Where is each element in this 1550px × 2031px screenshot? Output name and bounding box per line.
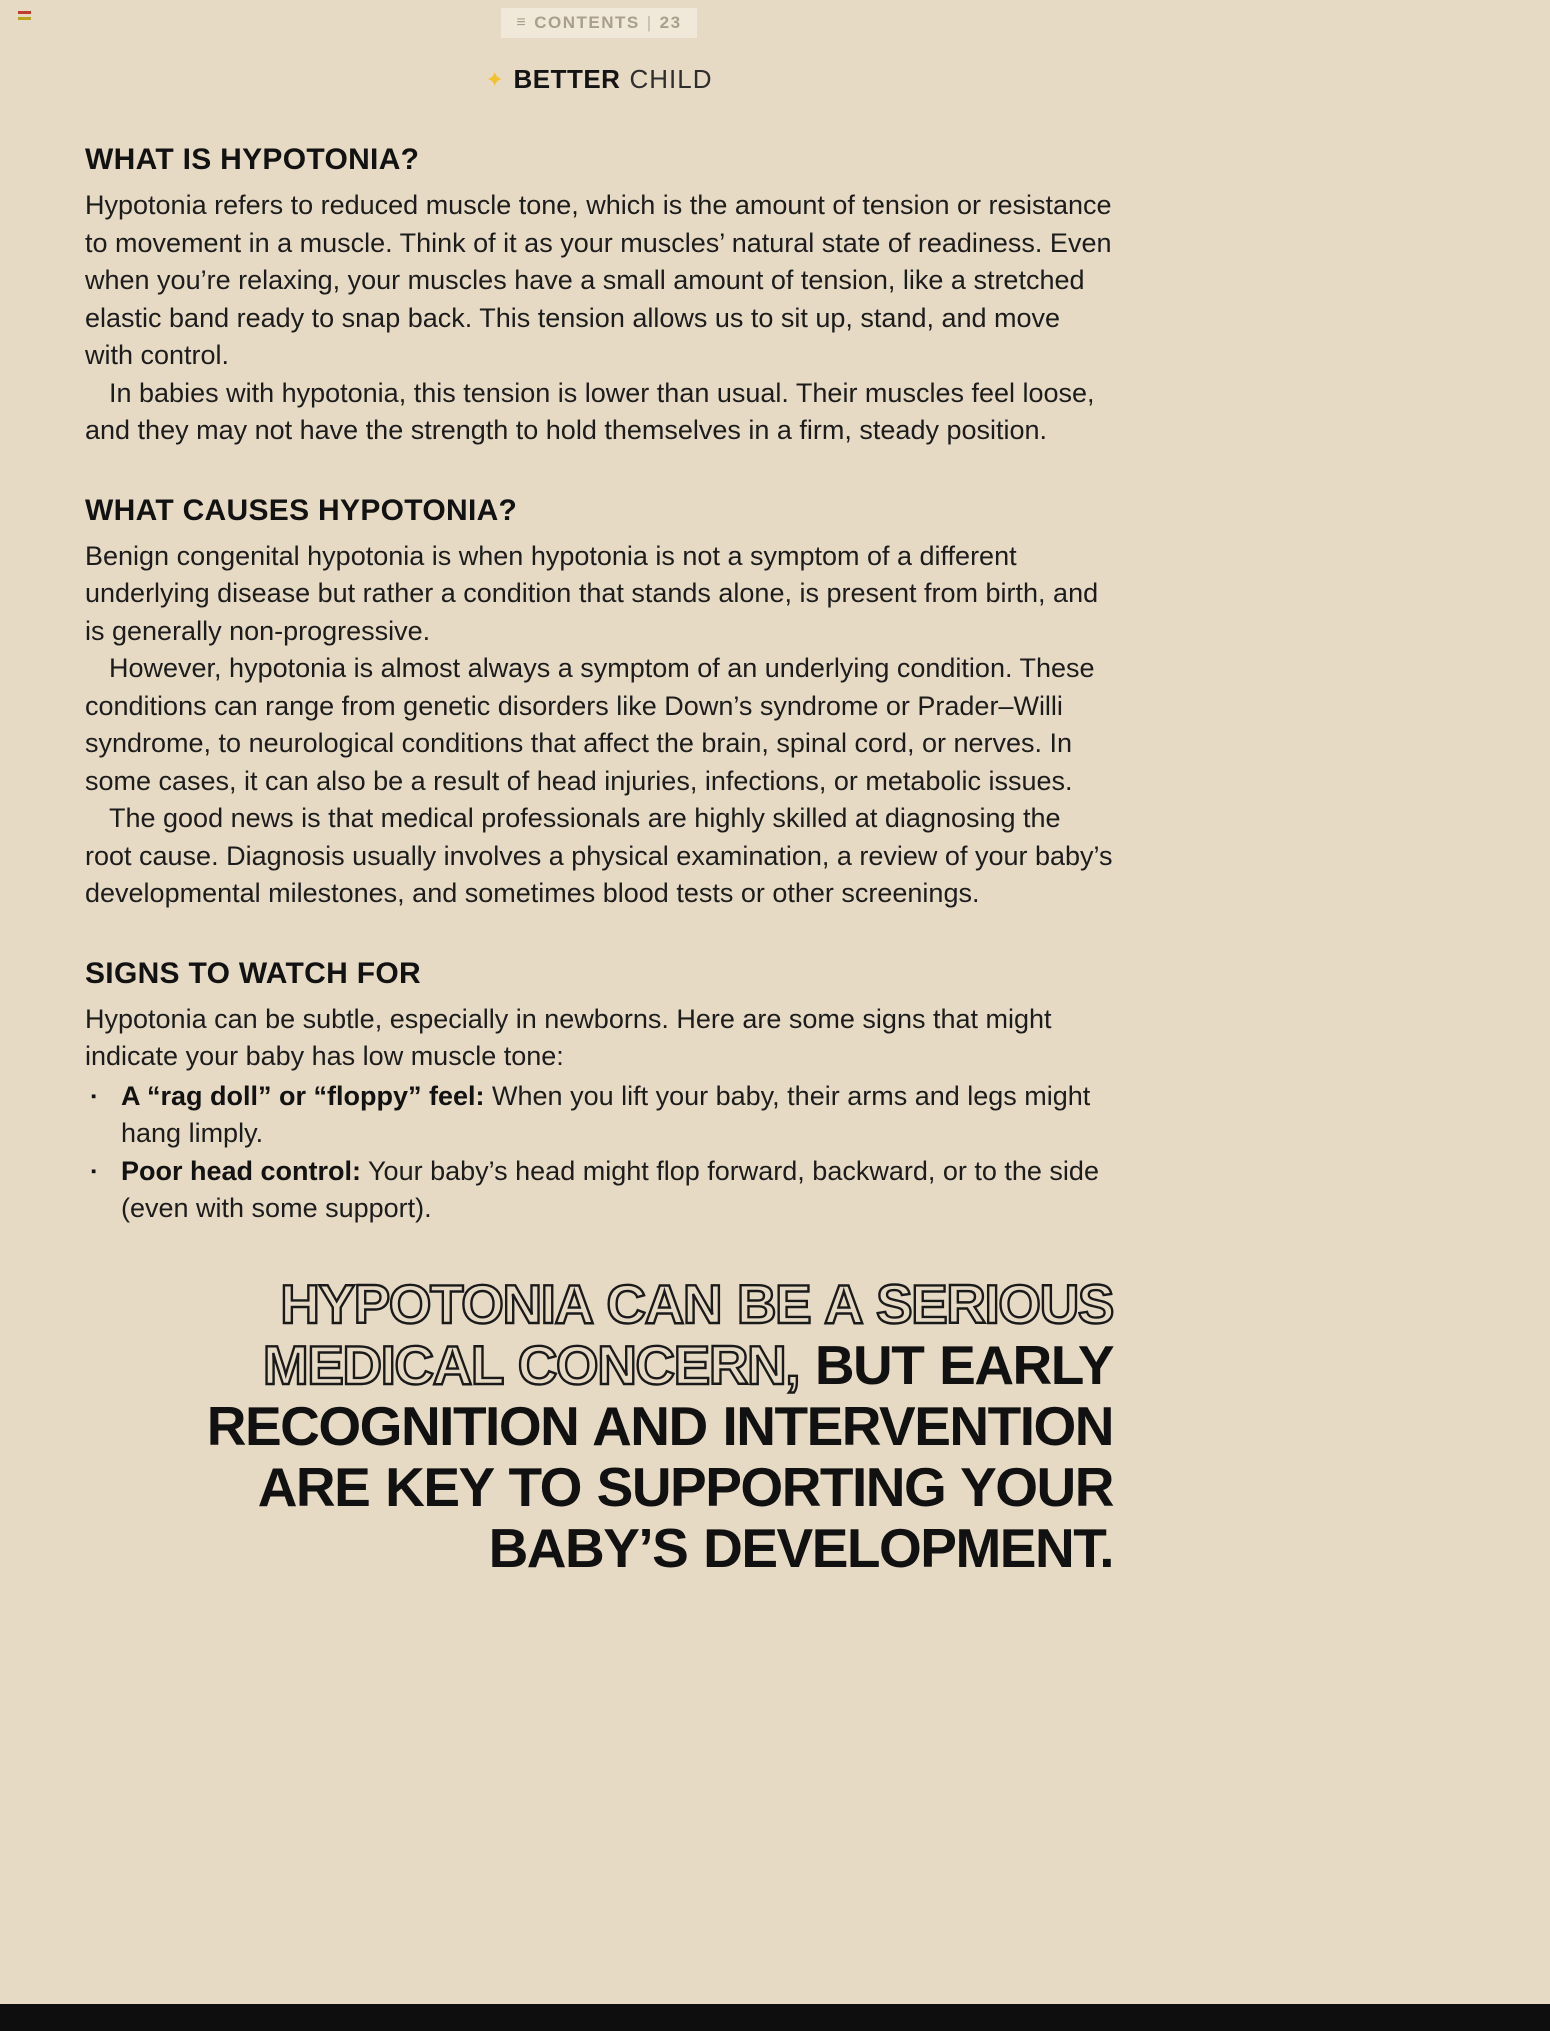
- corner-flag-stripe-red: [18, 11, 31, 14]
- contents-label: CONTENTS: [534, 13, 640, 32]
- paragraph: Benign congenital hypotonia is when hypotonia is not a symptom of a different underlying disease but rather a condition that stands alone, is present from birth, and is generally non-progressive.: [85, 540, 1099, 646]
- page-content: [85, 0, 1113, 1579]
- hamburger-icon: ≡: [516, 14, 528, 31]
- section-heading-what-is-hypotonia: WHAT IS HYPOTONIA?: [85, 143, 420, 176]
- display-quote: [85, 1274, 1113, 1579]
- contents-divider: |: [646, 13, 653, 32]
- section-heading-signs-to-watch-for: SIGNS TO WATCH FOR: [85, 956, 421, 990]
- list-item: [85, 1078, 1113, 1153]
- signs-bullet-list: [85, 1078, 1113, 1228]
- brand-name-light: CHILD: [629, 64, 713, 94]
- paragraph: However, hypotonia is almost always a symptom of an underlying condition. These conditions can range from genetic disorders like Down’s syndrome or Prader–Willi syndrome, to neurological conditions that affect the brain, spinal cord, or nerves. In some cases, it can also be a result of head injuries, infections, or metabolic issues.: [85, 653, 1095, 796]
- corner-flag-icon[interactable]: [18, 11, 31, 20]
- brand-logo: [85, 64, 1113, 95]
- list-item-label: Poor head control:: [121, 1155, 362, 1186]
- list-item-text: [121, 1078, 1113, 1153]
- list-item-text: [121, 1153, 1113, 1228]
- bullet-icon: ▪: [91, 1087, 97, 1105]
- section-heading-what-causes-hypotonia: WHAT CAUSES HYPOTONIA?: [85, 493, 518, 527]
- paragraph: In babies with hypotonia, this tension is lower than usual. Their muscles feel loose, and they may not have the strength to hold themselves in a firm, steady position.: [85, 377, 1095, 445]
- list-item-label: A “rag doll” or “floppy” feel:: [121, 1080, 485, 1111]
- contents-button[interactable]: [501, 8, 697, 38]
- list-item-body: Your baby’s head might flop forward, backward, or to the side (even with some support).: [121, 1155, 1099, 1223]
- list-item: [85, 1153, 1113, 1228]
- star-icon: ✦: [485, 66, 505, 92]
- list-item-body: When you lift your baby, their arms and legs might hang limply.: [121, 1080, 1091, 1148]
- page-number: 23: [659, 13, 682, 32]
- display-quote-outline-text: HYPOTONIA CAN BE A SERIOUS MEDICAL CONCERN,: [262, 1272, 1113, 1396]
- display-quote-solid-text: BUT EARLY RECOGNITION AND INTERVENTION ARE KEY TO SUPPORTING YOUR BABY’S DEVELOPMENT.: [206, 1333, 1113, 1579]
- bottom-bar: [0, 2004, 1550, 2031]
- brand-name-bold: BETTER: [513, 64, 621, 94]
- paragraph: Hypotonia refers to reduced muscle tone, which is the amount of tension or resistance to movement in a muscle. Think of it as your muscles’ natural state of readiness. Even when you’re relaxing, your muscles have a small amount of tension, like a stretched elastic band ready to snap back. This tension allows us to sit up, stand, and move with control.: [85, 190, 1112, 370]
- paragraph: Hypotonia can be subtle, especially in newborns. Here are some signs that might indicate your baby has low muscle tone:: [85, 1003, 1052, 1071]
- paragraph: The good news is that medical professionals are highly skilled at diagnosing the root cause. Diagnosis usually involves a physical examination, a review of your baby’s developmental milestones, and sometimes blood tests or other screenings.: [85, 803, 1113, 908]
- bullet-icon: ▪: [91, 1162, 97, 1180]
- corner-flag-stripe-yellow: [18, 17, 31, 20]
